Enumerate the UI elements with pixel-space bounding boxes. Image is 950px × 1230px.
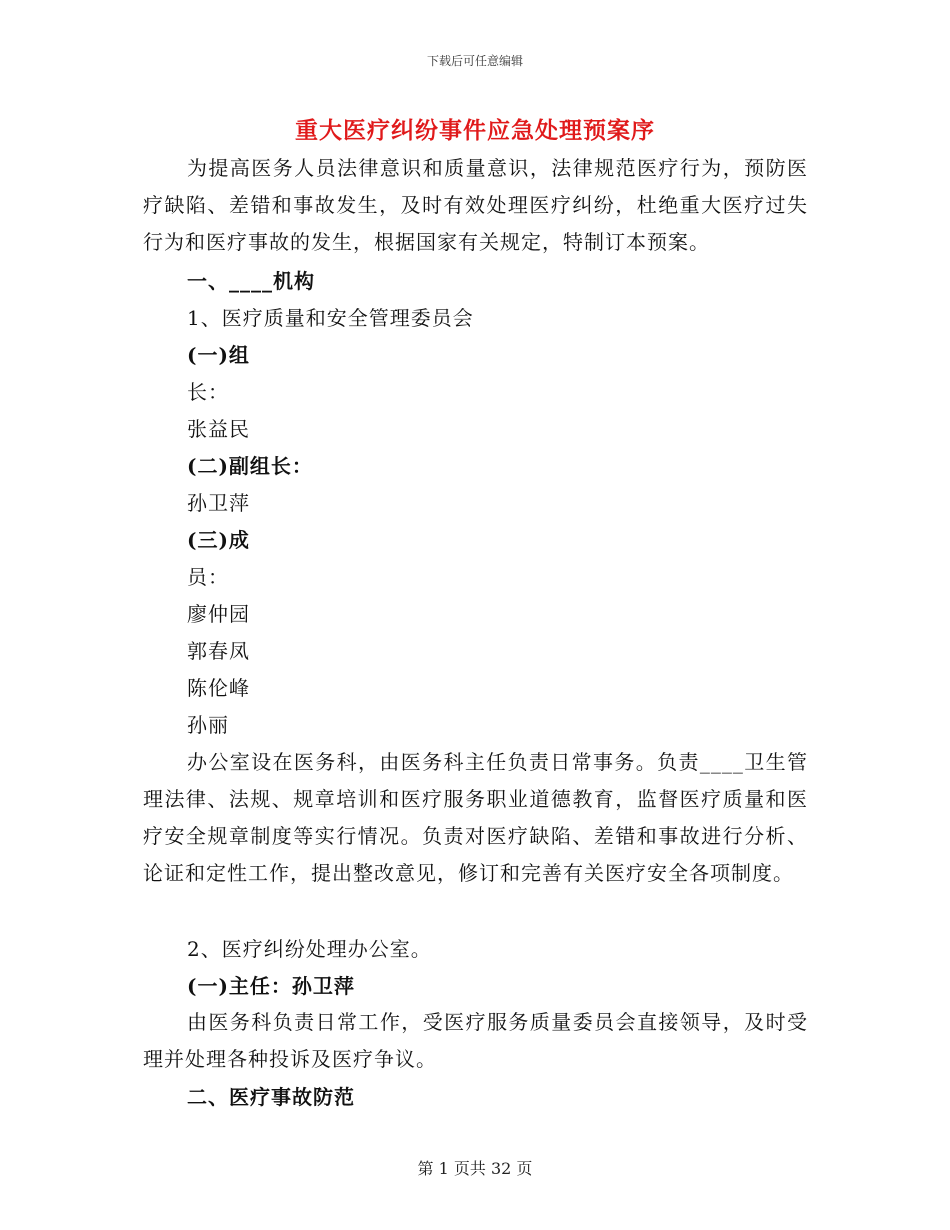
- member-name: 孙丽: [187, 713, 229, 737]
- dispute-paragraph: 由医务科负责日常工作，受医疗服务质量委员会直接领导，及时受理并处理各种投诉及医疗争议。: [143, 1010, 808, 1071]
- members-label: (三)成: [187, 528, 250, 552]
- members-label-cont: 员：: [187, 565, 229, 589]
- deputy-label: (二)副组长：: [187, 454, 313, 478]
- office-paragraph: 办公室设在医务科，由医务科主任负责日常事务。负责____卫生管理法律、法规、规章培训和医疗服务职业道德教育，监督医疗质量和医疗安全规章制度等实行情况。负责对医疗缺陷、差错和事故进行分析、论证和定性工作，提出整改意见，修订和完善有关医疗安全各项制度。: [143, 750, 808, 885]
- header-note: 下载后可任意编辑: [426, 54, 523, 68]
- item1-committee: 1、医疗质量和安全管理委员会: [187, 306, 474, 330]
- page-footer: 第 1 页共 32 页: [417, 1159, 533, 1178]
- section2-heading: 二、医疗事故防范: [187, 1085, 355, 1109]
- member-name: 廖仲园: [187, 602, 250, 626]
- group-leader-name: 张益民: [187, 417, 250, 441]
- item2-dispute-office: 2、医疗纠纷处理办公室。: [187, 937, 432, 961]
- group-leader-label: (一)组: [187, 343, 250, 367]
- deputy-name: 孙卫萍: [187, 491, 250, 515]
- member-name: 陈伦峰: [187, 676, 250, 700]
- director-line: (一)主任：孙卫萍: [187, 974, 355, 998]
- section1-heading: 一、____机构: [187, 269, 315, 293]
- document-title: 重大医疗纠纷事件应急处理预案序: [295, 117, 655, 144]
- group-leader-label-cont: 长：: [187, 380, 229, 404]
- intro-paragraph: 为提高医务人员法律意识和质量意识，法律规范医疗行为，预防医疗缺陷、差错和事故发生，及时有效处理医疗纠纷，杜绝重大医疗过失行为和医疗事故的发生，根据国家有关规定，特制订本预案。: [143, 156, 808, 254]
- member-name: 郭春凤: [187, 639, 250, 663]
